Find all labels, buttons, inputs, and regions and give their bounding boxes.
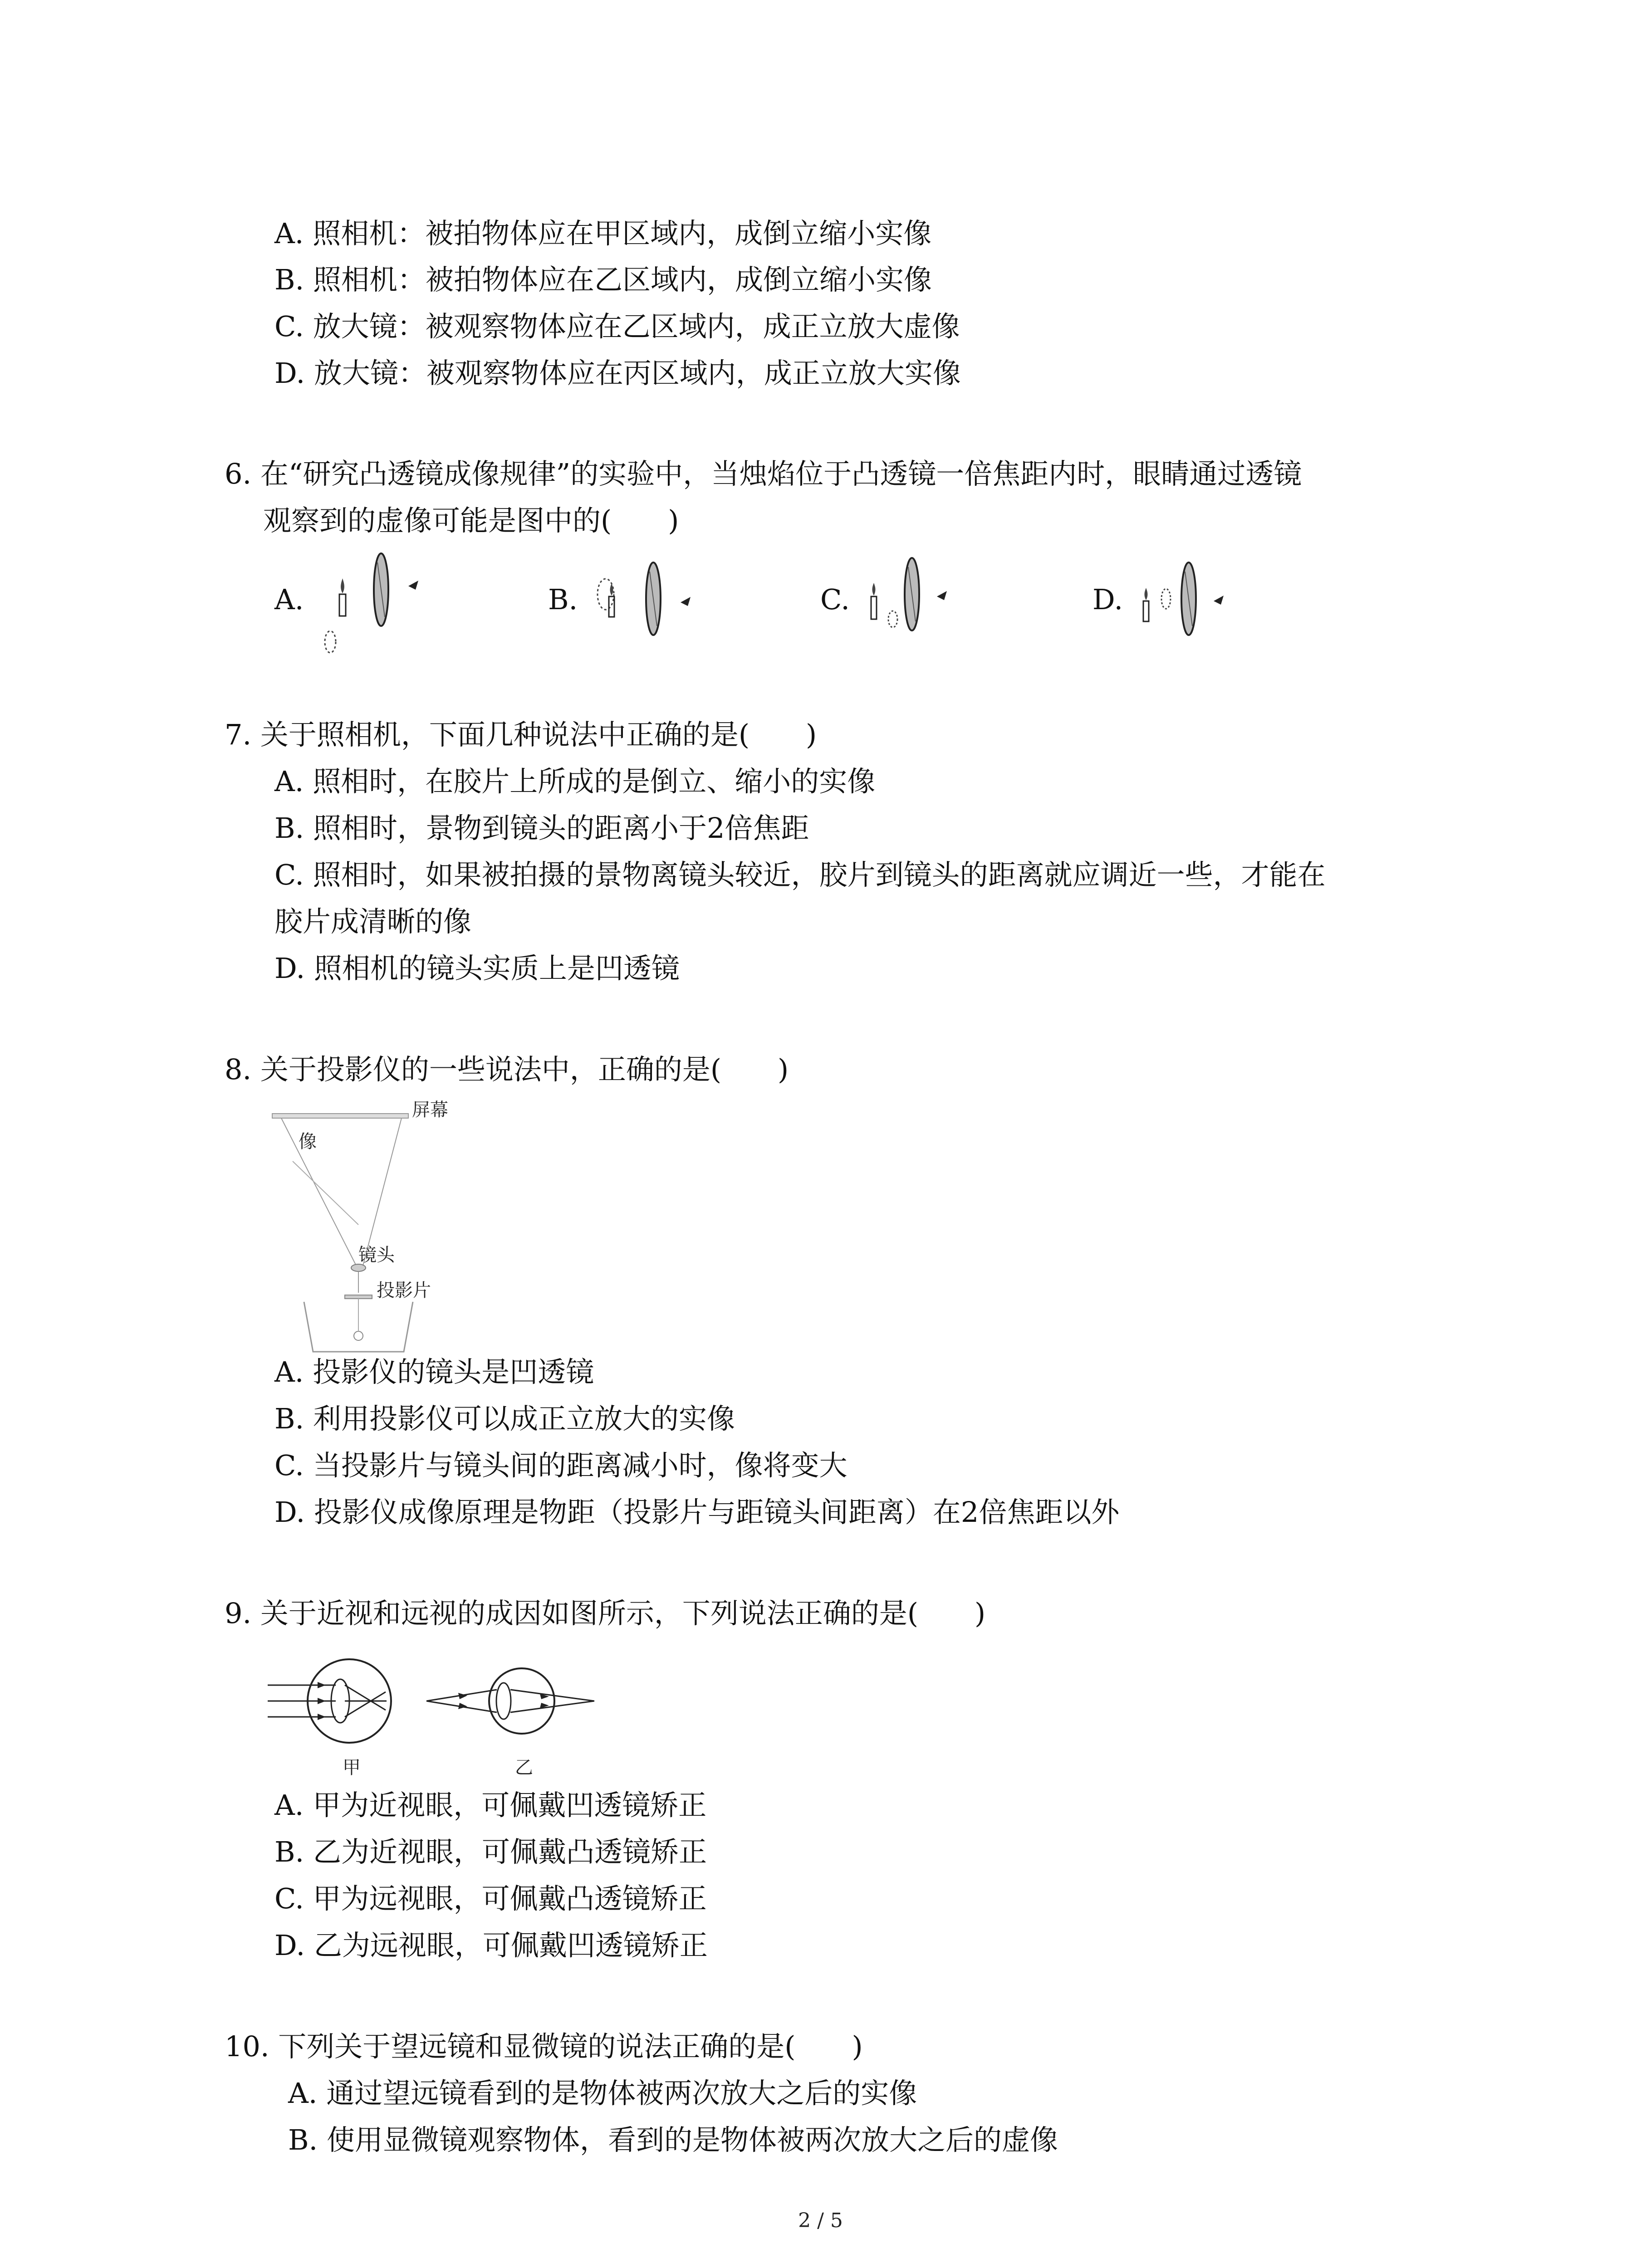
q9-eye-figure [268, 1642, 603, 1787]
q6-figure-d [1130, 553, 1266, 653]
q7-stem: 7. 关于照相机，下面几种说法中正确的是( ) [225, 718, 817, 751]
q9-option-b: B. 乙为近视眼，可佩戴凸透镜矫正 [274, 1835, 707, 1868]
q8-label-lens: 镜头 [358, 1245, 395, 1266]
q10-stem: 10. 下列关于望远镜和显微镜的说法正确的是( ) [225, 2030, 863, 2063]
q8-projector-figure [268, 1089, 476, 1361]
q9-label-right: 乙 [515, 1757, 533, 1778]
q6-label-b: B. [548, 583, 578, 616]
q6-figure-b [585, 553, 721, 653]
q6-stem-line1: 6. 在“研究凸透镜成像规律”的实验中，当烛焰位于凸透镜一倍焦距内时，眼睛通过透镜 [225, 457, 1302, 490]
q8-option-b: B. 利用投影仪可以成正立放大的实像 [274, 1402, 735, 1435]
q6-label-c: C. [820, 583, 850, 616]
q9-stem: 9. 关于近视和远视的成因如图所示，下列说法正确的是( ) [225, 1597, 986, 1630]
q7-option-c-cont: 胶片成清晰的像 [274, 905, 472, 938]
q7-option-a: A. 照相时，在胶片上所成的是倒立、缩小的实像 [274, 765, 876, 798]
q10-option-a: A. 通过望远镜看到的是物体被两次放大之后的实像 [288, 2077, 917, 2110]
q6-label-d: D. [1092, 583, 1123, 616]
q9-label-left: 甲 [343, 1757, 361, 1778]
q6-figure-c [857, 551, 994, 655]
q7-option-b: B. 照相时，景物到镜头的距离小于2倍焦距 [274, 811, 809, 845]
q8-option-c: C. 当投影片与镜头间的距离减小时，像将变大 [274, 1449, 847, 1482]
q5-option-d: D. 放大镜：被观察物体应在丙区域内，成正立放大实像 [274, 357, 961, 390]
q5-option-a: A. 照相机：被拍物体应在甲区域内，成倒立缩小实像 [274, 217, 932, 250]
q6-stem-line2: 观察到的虚像可能是图中的( ) [263, 504, 679, 537]
q6-figure-a [313, 544, 449, 662]
page-number: 2 / 5 [798, 2209, 843, 2232]
q9-option-c: C. 甲为远视眼，可佩戴凸透镜矫正 [274, 1882, 707, 1915]
q7-option-d: D. 照相机的镜头实质上是凹透镜 [274, 952, 680, 985]
q8-option-a: A. 投影仪的镜头是凹透镜 [274, 1355, 594, 1388]
q5-option-c: C. 放大镜：被观察物体应在乙区域内，成正立放大虚像 [274, 310, 960, 343]
q7-option-c: C. 照相时，如果被拍摄的景物离镜头较近，胶片到镜头的距离就应调近一些，才能在 [274, 858, 1326, 891]
q8-label-screen: 屏幕 [412, 1100, 448, 1120]
q8-label-image: 像 [299, 1131, 317, 1152]
q8-stem: 8. 关于投影仪的一些说法中，正确的是( ) [225, 1053, 789, 1086]
q6-label-a: A. [274, 583, 304, 616]
q10-option-b: B. 使用显微镜观察物体，看到的是物体被两次放大之后的虚像 [288, 2123, 1058, 2156]
q5-option-b: B. 照相机：被拍物体应在乙区域内，成倒立缩小实像 [274, 263, 932, 296]
q9-option-d: D. 乙为远视眼，可佩戴凹透镜矫正 [274, 1929, 708, 1962]
q9-option-a: A. 甲为近视眼，可佩戴凹透镜矫正 [274, 1789, 707, 1822]
q8-label-slide: 投影片 [377, 1280, 431, 1301]
q8-option-d: D. 投影仪成像原理是物距（投影片与距镜头间距离）在2倍焦距以外 [274, 1496, 1120, 1529]
